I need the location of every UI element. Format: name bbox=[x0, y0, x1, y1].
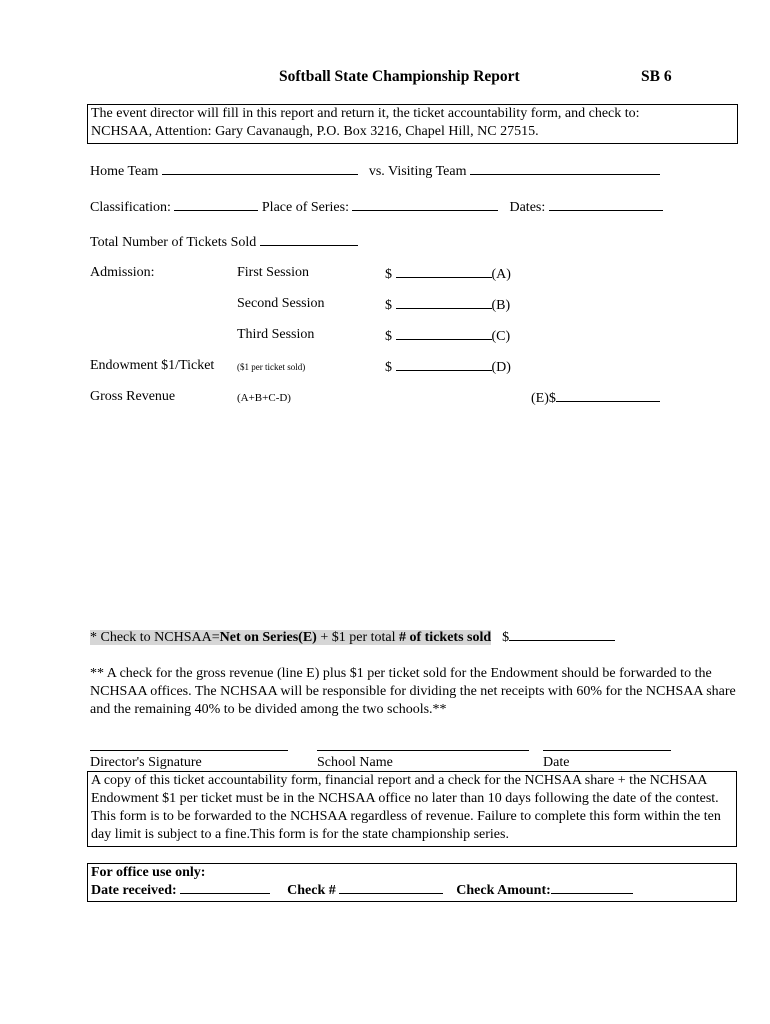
check-amount-field[interactable] bbox=[509, 628, 615, 641]
second-session-field[interactable] bbox=[396, 296, 492, 309]
endowment-amount-row bbox=[385, 358, 511, 376]
currency-symbol: $ bbox=[502, 630, 510, 645]
total-tickets-label: Total Number of Tickets Sold bbox=[90, 235, 257, 250]
office-use-heading: For office use only: bbox=[91, 865, 206, 880]
total-tickets-field[interactable] bbox=[260, 233, 358, 246]
currency-symbol: $ bbox=[385, 267, 392, 282]
visiting-team-label: vs. Visiting Team bbox=[368, 164, 467, 179]
gross-revenue-formula: (A+B+C-D) bbox=[237, 392, 291, 404]
currency-symbol: $ bbox=[385, 298, 392, 313]
line-code: (E)$ bbox=[531, 391, 556, 406]
currency-symbol: $ bbox=[385, 329, 392, 344]
intro-line-2: NCHSAA, Attention: Gary Cavanaugh, P.O. Box 3216, Chapel Hill, NC 27515. bbox=[91, 124, 539, 139]
series-row bbox=[90, 198, 663, 216]
session-amount-row-2 bbox=[385, 296, 510, 314]
home-team-label: Home Team bbox=[90, 164, 159, 179]
total-tickets-row bbox=[90, 233, 358, 251]
line-code: (C) bbox=[491, 329, 511, 344]
line-code: (D) bbox=[491, 360, 511, 375]
visiting-team-field[interactable] bbox=[470, 162, 660, 175]
school-name-line[interactable] bbox=[317, 750, 529, 751]
office-check-amount-field[interactable] bbox=[551, 881, 633, 894]
director-signature-label: Director's Signature bbox=[90, 755, 202, 770]
office-use-fields bbox=[91, 881, 736, 899]
check-number-label: Check # bbox=[287, 883, 336, 898]
place-field[interactable] bbox=[352, 198, 498, 211]
check-mid: + $1 per total bbox=[316, 630, 399, 645]
office-use-box bbox=[87, 863, 737, 902]
line-code: (B) bbox=[491, 298, 511, 313]
currency-symbol: $ bbox=[385, 360, 392, 375]
session-amount-row-1 bbox=[385, 265, 511, 283]
date-received-field[interactable] bbox=[180, 881, 270, 894]
check-amount-label: Check Amount: bbox=[456, 883, 551, 898]
home-team-row bbox=[90, 162, 660, 180]
endowment-label: Endowment $1/Ticket bbox=[90, 358, 215, 373]
dates-label: Dates: bbox=[509, 200, 546, 215]
gross-revenue-row bbox=[531, 389, 660, 407]
place-label: Place of Series: bbox=[261, 200, 349, 215]
check-tickets-sold: # of tickets sold bbox=[398, 630, 492, 645]
first-session-field[interactable] bbox=[396, 265, 492, 278]
dates-field[interactable] bbox=[549, 198, 663, 211]
session-label-1: First Session bbox=[237, 265, 309, 280]
home-team-field[interactable] bbox=[162, 162, 358, 175]
session-label-3: Third Session bbox=[237, 327, 315, 342]
director-signature-line[interactable] bbox=[90, 750, 288, 751]
intro-line-1: The event director will fill in this report and return it, the ticket accountability form, and check to: bbox=[91, 106, 640, 121]
check-formula bbox=[90, 630, 491, 645]
check-number-field[interactable] bbox=[339, 881, 443, 894]
deadline-text: A copy of this ticket accountability form, financial report and a check for the NCHSAA share + the NCHSAA Endowment $1 per ticket must be in the NCHSAA office no later than 10 days following the date of the contest. This form is to be forwarded to the NCHSAA regardless of revenue. Failure to complete this form within the ten day limit is subject to a fine.This form is for the state championship series. bbox=[91, 773, 721, 842]
deadline-box bbox=[87, 771, 737, 847]
session-label-2: Second Session bbox=[237, 296, 325, 311]
endowment-field[interactable] bbox=[396, 358, 492, 371]
date-label: Date bbox=[543, 755, 570, 770]
check-prefix: * Check to NCHSAA= bbox=[90, 630, 220, 645]
date-line[interactable] bbox=[543, 750, 671, 751]
admission-label: Admission: bbox=[90, 265, 155, 280]
session-amount-row-3 bbox=[385, 327, 510, 345]
third-session-field[interactable] bbox=[396, 327, 492, 340]
gross-revenue-field[interactable] bbox=[556, 389, 660, 402]
intro-box bbox=[87, 104, 738, 144]
check-row bbox=[90, 628, 615, 646]
classification-field[interactable] bbox=[174, 198, 258, 211]
school-name-label: School Name bbox=[317, 755, 393, 770]
check-net-series: Net on Series(E) bbox=[219, 630, 317, 645]
form-code: SB 6 bbox=[641, 68, 672, 85]
line-code: (A) bbox=[491, 267, 511, 282]
date-received-label: Date received: bbox=[91, 883, 177, 898]
endowment-note: ($1 per ticket sold) bbox=[237, 362, 306, 372]
gross-revenue-note: ** A check for the gross revenue (line E) plus $1 per ticket sold for the Endowment should be forwarded to the NCHSAA offices. The NCHSAA will be responsible for dividing the net receipts with 60% for the NCHSAA share and the remaining 40% to be divided among the two schools.** bbox=[90, 666, 736, 717]
gross-revenue-label: Gross Revenue bbox=[90, 389, 176, 404]
classification-label: Classification: bbox=[90, 200, 171, 215]
page-title: Softball State Championship Report bbox=[279, 68, 520, 85]
